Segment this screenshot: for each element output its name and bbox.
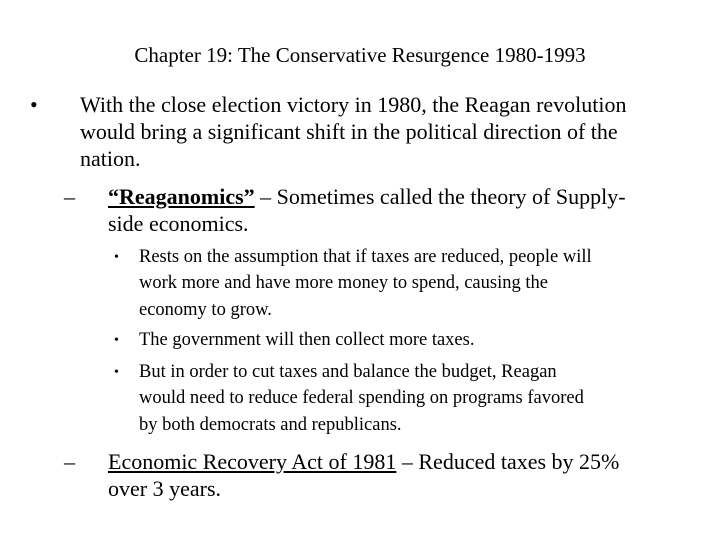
subpoint-line	[108, 184, 626, 210]
bullet-marker: •	[30, 92, 38, 117]
point-text-line: would bring a significant shift in the political direction of the	[80, 119, 618, 144]
slide-title: Chapter 19: The Conservative Resurgence 1980-1993	[134, 43, 586, 67]
point-text-line: With the close election victory in 1980, the Reagan revolution	[80, 92, 627, 117]
recovery-act-term: Economic Recovery Act of 1981	[108, 449, 397, 474]
subpoint-text: – Sometimes called the theory of Supply-	[254, 184, 626, 209]
detail-text-line: economy to grow.	[139, 300, 272, 320]
detail-text-line: Rests on the assumption that if taxes are reduced, people will	[139, 247, 592, 267]
bullet-marker: •	[114, 365, 119, 380]
subpoint-text: – Reduced taxes by 25%	[396, 449, 620, 474]
detail-text-line: would need to reduce federal spending on programs favored	[139, 388, 584, 408]
dash-marker: –	[64, 449, 75, 474]
subpoint-line	[108, 449, 619, 475]
dash-marker: –	[64, 184, 75, 209]
detail-text-line: But in order to cut taxes and balance the budget, Reagan	[139, 362, 557, 382]
subpoint-text-line: side economics.	[108, 211, 249, 236]
point-text-line: nation.	[80, 146, 141, 171]
reaganomics-term: “Reaganomics”	[108, 184, 255, 209]
detail-text-line: work more and have more money to spend, causing the	[139, 273, 548, 293]
bullet-marker: •	[114, 250, 119, 265]
subpoint-text-line: over 3 years.	[108, 476, 222, 501]
bullet-marker: •	[114, 333, 119, 348]
detail-text-line: The government will then collect more taxes.	[139, 330, 475, 350]
detail-text-line: by both democrats and republicans.	[139, 415, 402, 435]
